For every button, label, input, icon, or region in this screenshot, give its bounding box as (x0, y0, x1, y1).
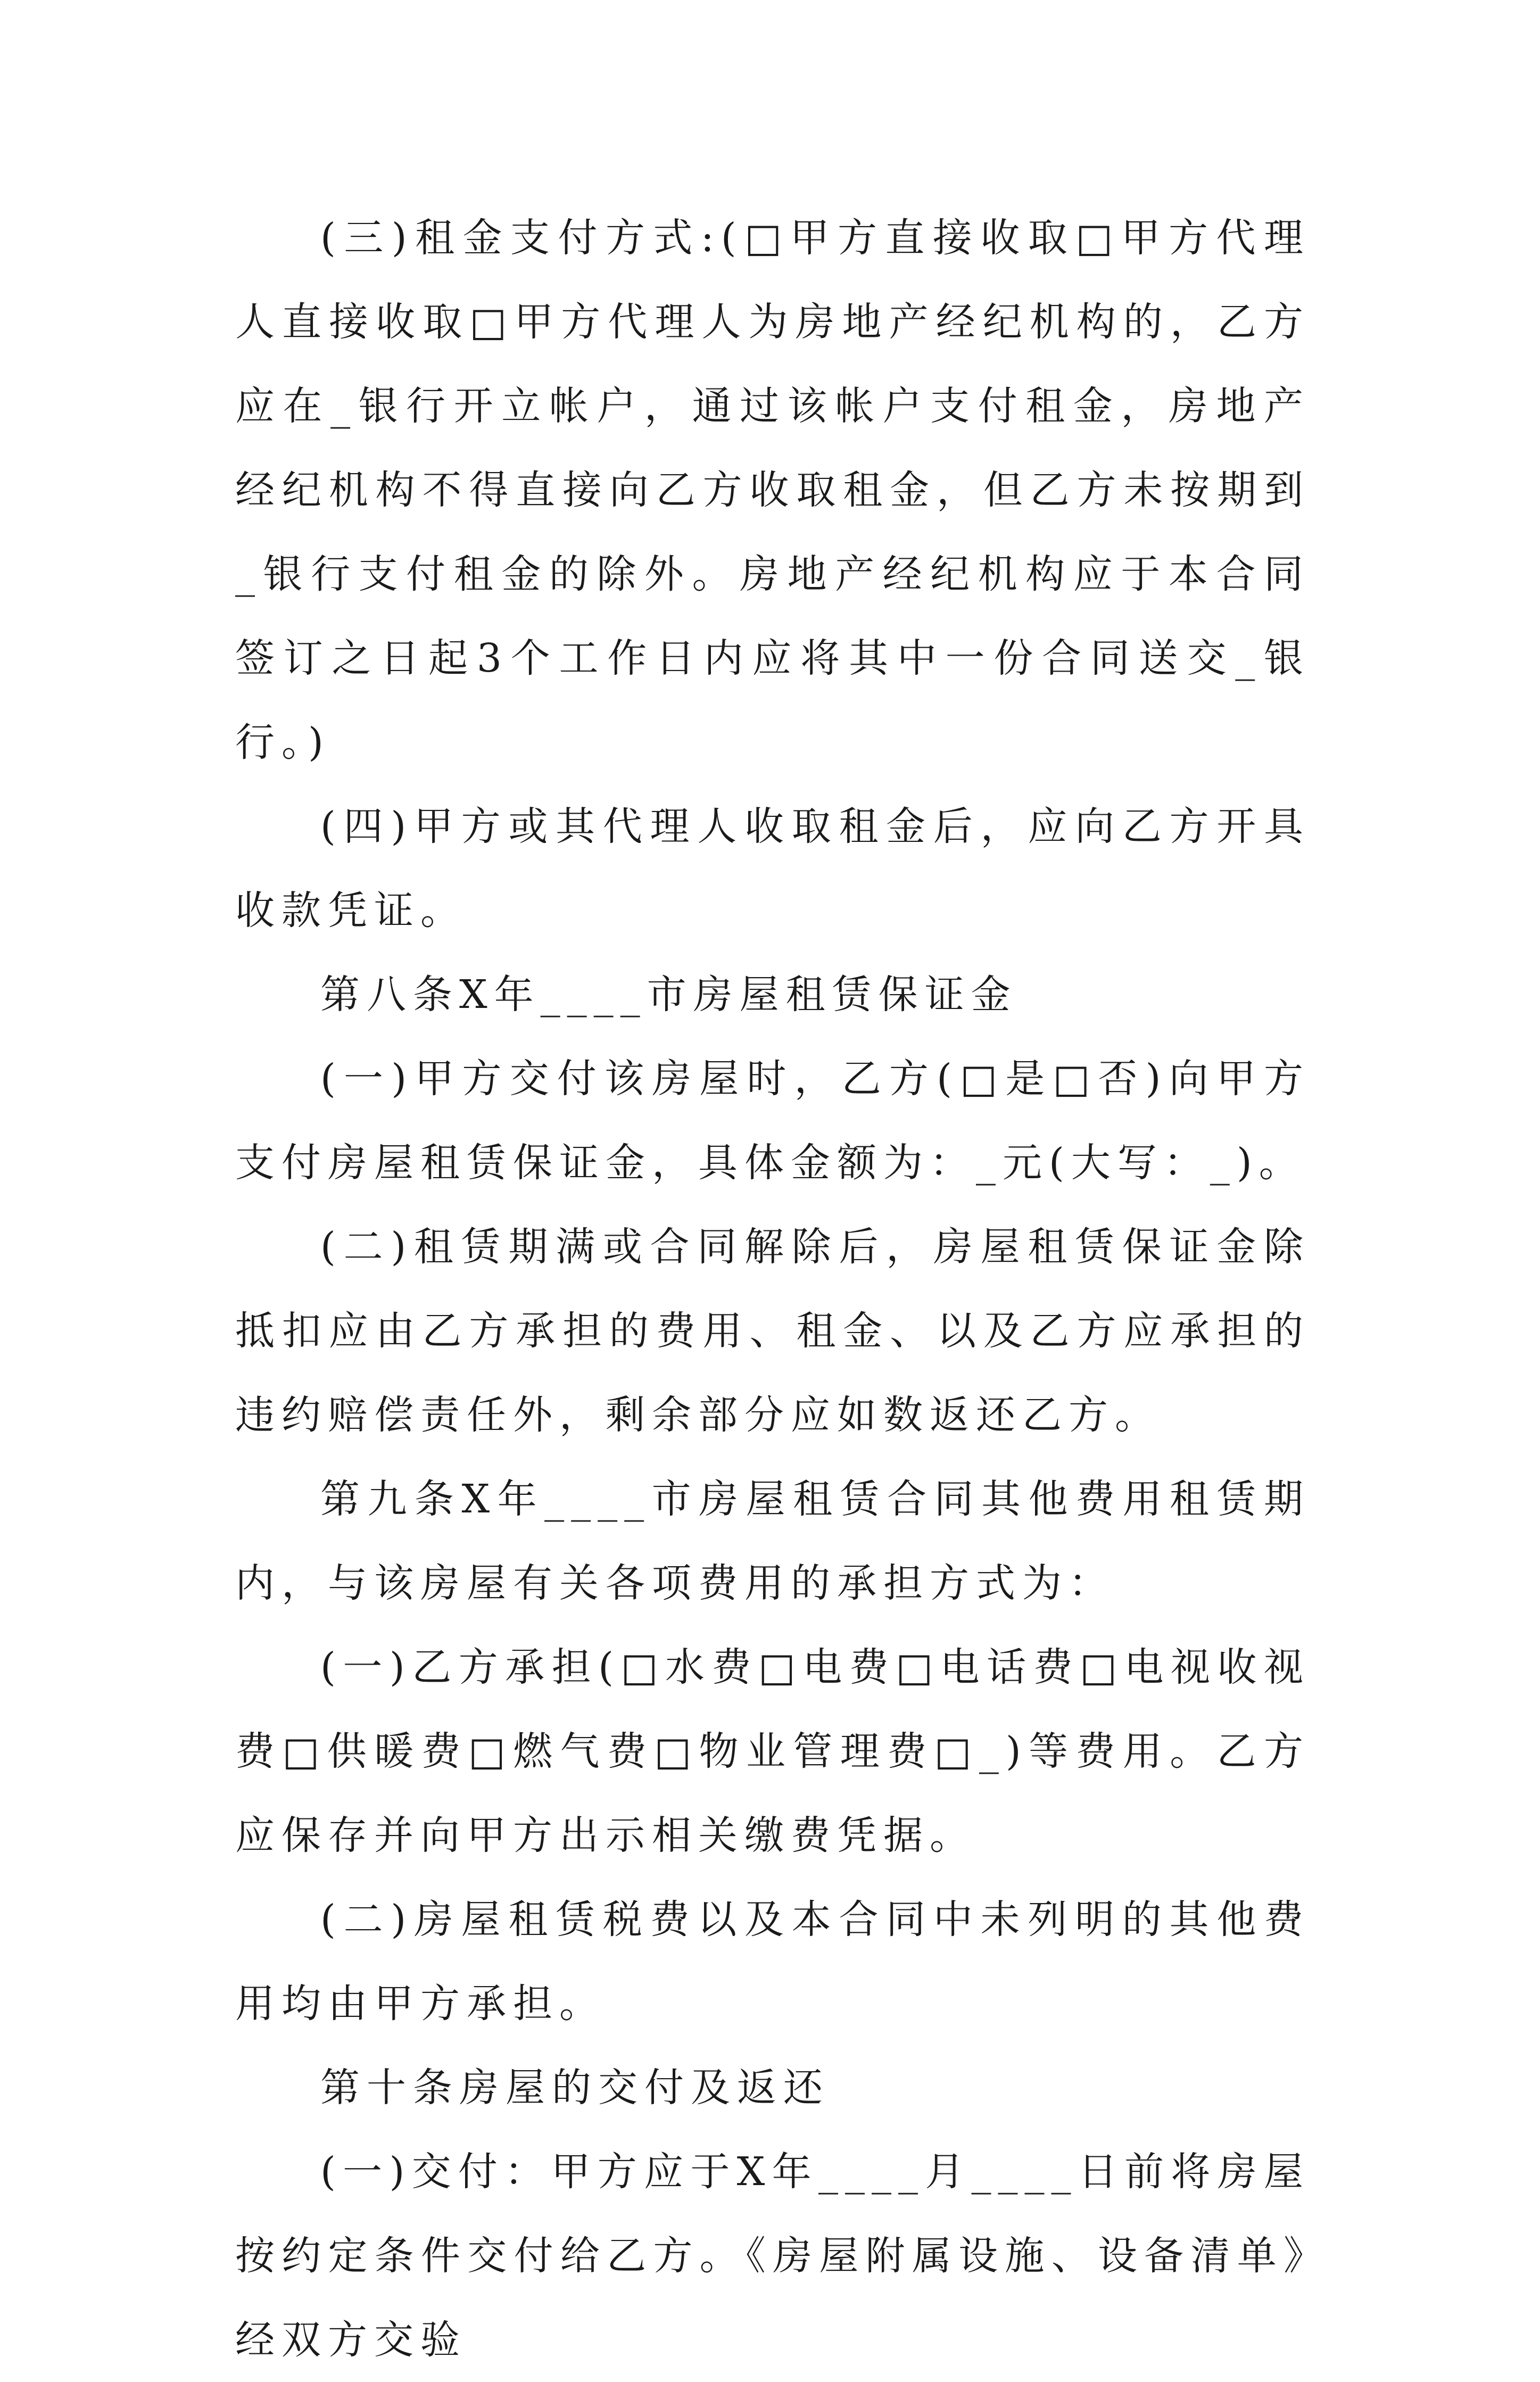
paragraph-handover: (一)交付：甲方应于X年____月____日前将房屋按约定条件交付给乙方。《房屋附属设施、设备清单》经双方交验 (235, 2149, 1310, 2363)
article-8-heading: 第八条X年____市房屋租赁保证金 (320, 972, 1017, 1018)
paragraph-receipt: (四)甲方或其代理人收取租金后，应向乙方开具收款凭证。 (235, 804, 1310, 933)
document-body (235, 196, 1310, 2382)
paragraph-deposit-return: (二)租赁期满或合同解除后，房屋租赁保证金除抵扣应由乙方承担的费用、租金、以及乙方应承担的违约赔偿责任外，剩余部分应如数返还乙方。 (235, 1224, 1310, 1438)
paragraph-landlord-fees: (二)房屋租赁税费以及本合同中未列明的其他费用均由甲方承担。 (235, 1897, 1310, 2027)
article-10-heading: 第十条房屋的交付及返还 (320, 2065, 830, 2111)
paragraph-deposit-payment: (一)甲方交付该房屋时，乙方(□是□否)向甲方支付房屋租赁保证金，具体金额为：_元(大写：_)。 (235, 1056, 1310, 1186)
paragraph-rent-payment-method: (三)租金支付方式:(□甲方直接收取□甲方代理人直接收取□甲方代理人为房地产经纪机构的，乙方应在_银行开立帐户，通过该帐户支付租金，房地产经纪机构不得直接向乙方收取租金，但乙方未按期到_银行支付租金的除外。房地产经纪机构应于本合同签订之日起3个工作日内应将其中一份合同送交_银行。) (235, 215, 1310, 765)
paragraph-tenant-fees: (一)乙方承担(□水费□电费□电话费□电视收视费□供暖费□燃气费□物业管理费□_)等费用。乙方应保存并向甲方出示相关缴费凭据。 (235, 1644, 1310, 1858)
article-9-heading: 第九条X年____市房屋租赁合同其他费用租赁期内，与该房屋有关各项费用的承担方式为： (235, 1476, 1310, 1606)
